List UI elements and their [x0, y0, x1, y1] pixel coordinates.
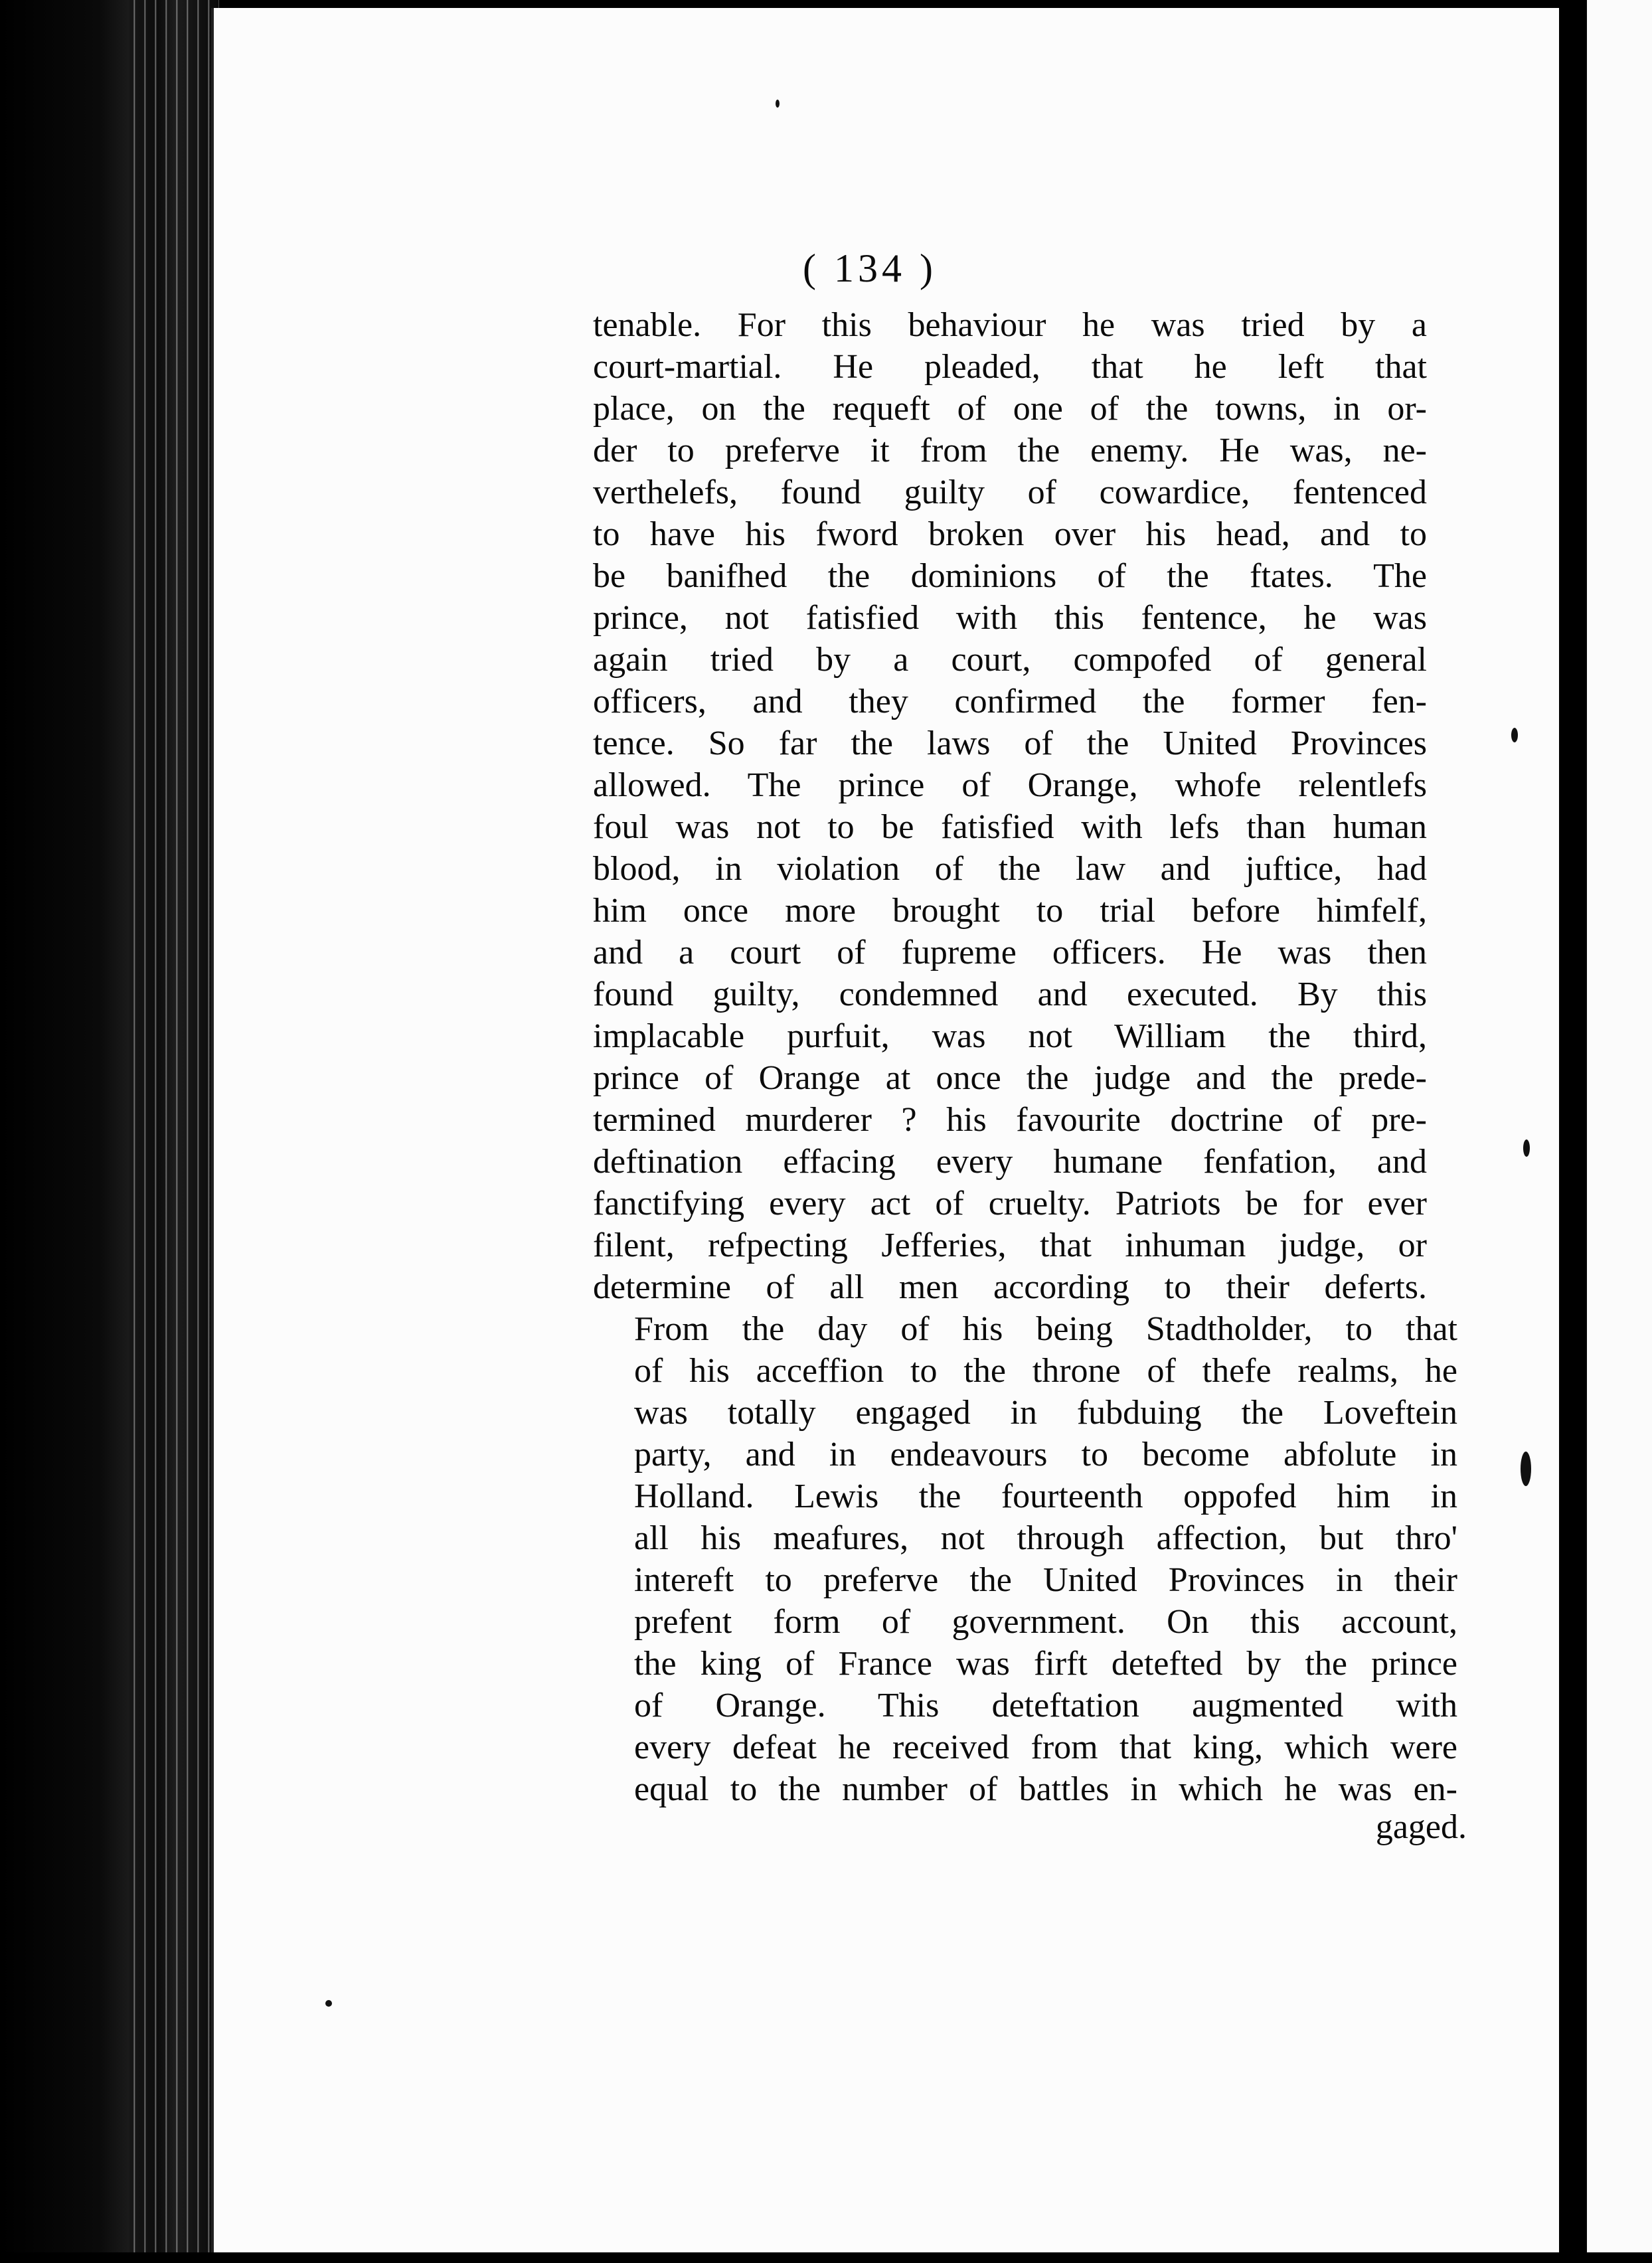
text-line: found guilty, condemned and executed. By this — [593, 975, 1427, 1013]
text-line: and a court of fupreme officers. He was then — [593, 934, 1427, 971]
text-line: der to preferve it from the enemy. He was, ne- — [593, 432, 1427, 469]
text-line: the king of France was firft detefted by the prince — [634, 1645, 1457, 1683]
text-line: equal to the number of battles in which he was en- — [634, 1770, 1457, 1808]
text-line: allowed. The prince of Orange, whofe relentlefs — [593, 766, 1427, 804]
text-line: prince, not fatisfied with this fentence, he was — [593, 599, 1427, 637]
text-line: was totally engaged in fubduing the Loveftein — [634, 1394, 1457, 1432]
scan-border — [0, 2252, 1652, 2263]
facing-page-edge — [1580, 0, 1652, 2263]
text-line: of Orange. This deteftation augmented with — [634, 1687, 1457, 1724]
text-line: verthelefs, found guilty of cowardice, fentenced — [593, 473, 1427, 511]
catchword: gaged. — [1375, 1808, 1467, 1846]
text-line: prefent form of government. On this account, — [634, 1603, 1457, 1641]
text-line: termined murderer ? his favourite doctrine of pre- — [593, 1101, 1427, 1139]
text-line: to have his fword broken over his head, and to — [593, 515, 1427, 553]
text-line: determine of all men according to their deferts. — [593, 1268, 1427, 1306]
text-line: filent, refpecting Jefferies, that inhuman judge, or — [593, 1226, 1427, 1264]
text-line: every defeat he received from that king, which were — [634, 1728, 1457, 1766]
ink-speck — [776, 100, 780, 108]
text-line: implacable purfuit, was not William the third, — [593, 1017, 1427, 1055]
ink-speck — [1523, 1139, 1530, 1157]
text-line: tenable. For this behaviour he was tried by a — [593, 306, 1427, 344]
paragraph-stadtholder — [634, 1308, 1457, 1810]
text-line: him once more brought to trial before himfelf, — [593, 892, 1427, 930]
text-line: intereft to preferve the United Provinces in their — [634, 1561, 1457, 1599]
text-line: again tried by a court, compofed of general — [593, 641, 1427, 679]
ink-speck — [325, 2000, 332, 2007]
text-line: deftination effacing every humane fenfation, and — [593, 1143, 1427, 1181]
text-line: tence. So far the laws of the United Provinces — [593, 724, 1427, 762]
ink-speck — [1521, 1452, 1531, 1486]
text-line: From the day of his being Stadtholder, to that — [634, 1310, 1457, 1348]
text-line: of his acceffion to the throne of thefe realms, he — [634, 1352, 1457, 1390]
ink-speck — [1511, 728, 1518, 742]
text-line: blood, in violation of the law and juftice, had — [593, 850, 1427, 888]
text-line: foul was not to be fatisfied with lefs than human — [593, 808, 1427, 846]
text-line: all his meafures, not through affection, but thro' — [634, 1519, 1457, 1557]
page-edges — [129, 0, 219, 2263]
text-line: prince of Orange at once the judge and the prede- — [593, 1059, 1427, 1097]
page-number: ( 134 ) — [803, 246, 937, 290]
text-line: officers, and they confirmed the former fen- — [593, 683, 1427, 720]
text-line: be banifhed the dominions of the ftates. The — [593, 557, 1427, 595]
text-line: place, on the requeft of one of the towns, in or- — [593, 390, 1427, 428]
text-line: Holland. Lewis the fourteenth oppofed him in — [634, 1477, 1457, 1515]
paragraph-continued — [593, 304, 1427, 1308]
text-line: party, and in endeavours to become abfolute in — [634, 1436, 1457, 1473]
text-line: fanctifying every act of cruelty. Patriots be for ever — [593, 1185, 1427, 1222]
text-line: court-martial. He pleaded, that he left that — [593, 348, 1427, 386]
